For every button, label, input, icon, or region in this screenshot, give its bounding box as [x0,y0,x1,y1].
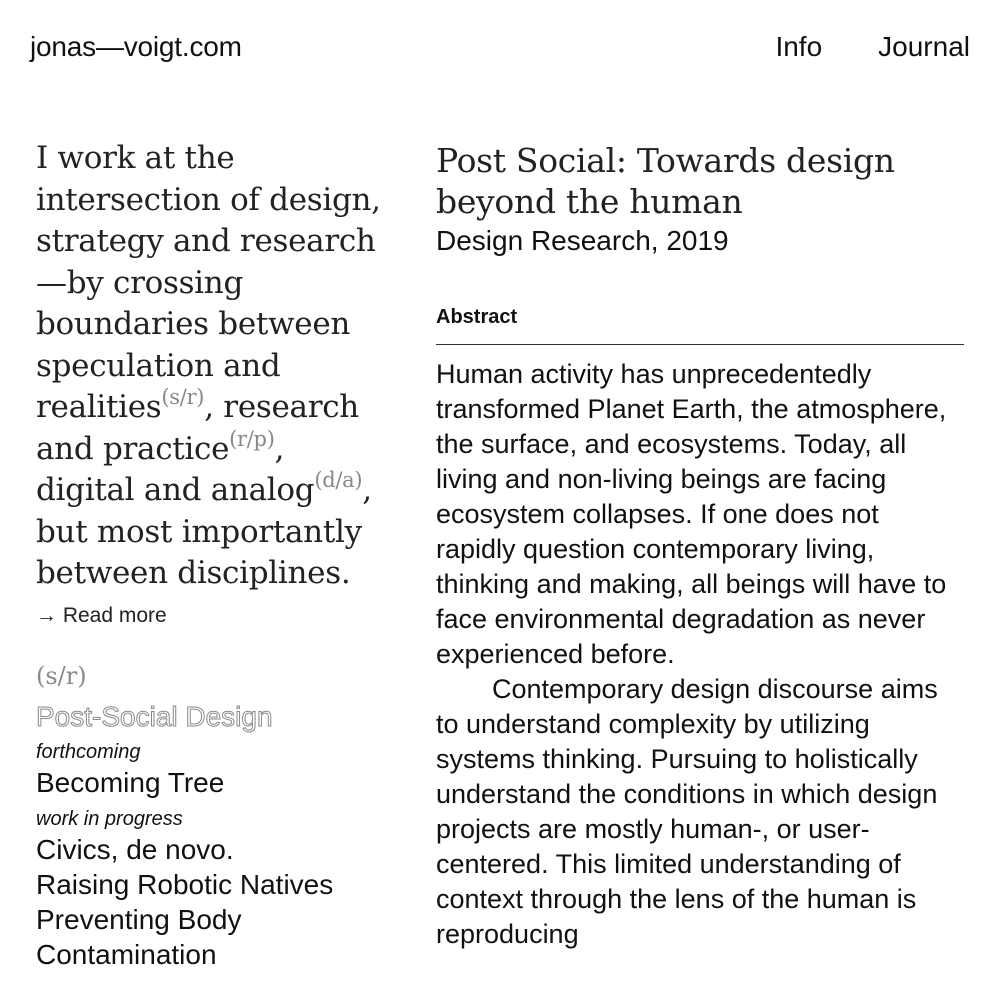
top-nav [775,30,970,64]
superscript-rp: (r/p) [229,426,275,451]
nav-info-link[interactable]: Info [775,31,823,62]
intro-text-2: , research and practice [36,389,359,467]
read-more-link[interactable]: → Read more [36,603,167,627]
project-post-social-design[interactable]: Post-Social Design [36,700,273,732]
superscript-sr: (s/r) [161,385,205,409]
site-title-link[interactable]: jonas—voigt.com [30,31,242,62]
intro-text-3: , digital and analog [36,430,315,508]
intro-statement [36,138,386,595]
nav-journal-link[interactable]: Journal [878,31,970,62]
intro-text-4: , but most importantly between disciplines. [36,472,372,591]
project-civics-de-novo[interactable]: Civics, de novo. [36,833,234,865]
article [436,140,964,952]
project-becoming-tree[interactable]: Becoming Tree [36,766,225,798]
abstract-paragraph-1: Human activity has unprecedentedly transformed Planet Earth, the atmosphere, the surface, and ecosystems. Today, all living and non-living beings are facing ecosystem collapses. If one does not rapidly question contemporary living, thinking and making, all beings will have to face environmental degradation as never experienced before. [436,359,947,669]
left-column [36,138,386,972]
article-title: Post Social: Towards design beyond the human [436,141,895,221]
abstract-paragraph-2: Contemporary design discourse aims to understand complexity by utilizing systems thinking. Pursuing to holistically understand the conditions in which design projects are mostly human-, or user-centered. This limited understanding of context through the lens of the human is reproducing [436,674,938,949]
status-forthcoming: forthcoming [36,740,141,763]
project-preventing-body-contamination[interactable]: Preventing Body Contamination [36,903,242,970]
superscript-da: (d/a) [314,468,363,492]
abstract-heading: Abstract [436,304,964,345]
project-raising-robotic-natives[interactable]: Raising Robotic Natives [36,868,334,900]
status-work-in-progress: work in progress [36,807,183,830]
intro-text-1: I work at the intersection of design, strategy and research —by crossing boundaries between speculation and realities [36,140,381,425]
section-tag-sr: (s/r) [36,661,87,690]
article-meta: Design Research, 2019 [436,225,729,256]
